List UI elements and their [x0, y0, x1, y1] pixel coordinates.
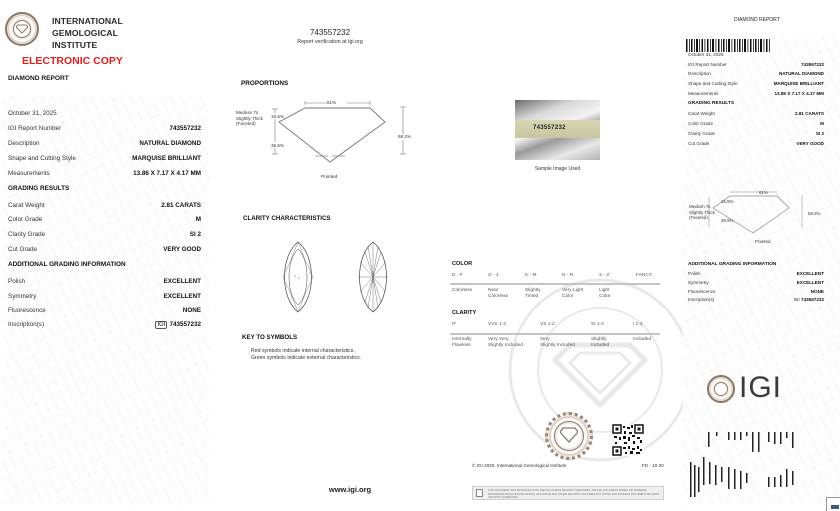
- pavilion-pct: 35.5%: [271, 143, 285, 148]
- right-grading-row: Cut Grade VERY GOOD: [688, 141, 824, 146]
- key-line: Red symbols indicate internal characteristics.: [251, 348, 355, 354]
- color-desc: Very Light Color: [562, 288, 584, 299]
- color-desc: Light Color: [599, 288, 611, 299]
- clarity-characteristics-heading: CLARITY CHARACTERISTICS: [243, 215, 331, 222]
- corner-tab[interactable]: [831, 505, 839, 509]
- clarity-plot-diagram: [270, 240, 410, 315]
- right-grading-row: Carat Weight 2.81 CARATS: [688, 111, 824, 116]
- right-culet-label: Pointed: [755, 239, 771, 244]
- org-name-line: INTERNATIONAL: [52, 16, 123, 26]
- additional-row: Symmetry EXCELLENT: [8, 293, 201, 300]
- igi-inscription-icon: IGI: [157, 322, 166, 328]
- right-grading-heading: GRADING RESULTS: [688, 101, 735, 106]
- right-panel: [683, 35, 840, 505]
- right-girdle-label: Medium To Slightly Thick (Faceted): [689, 204, 715, 220]
- color-desc: Slightly Tinted: [525, 288, 541, 299]
- right-additional-heading: ADDITIONAL GRADING INFORMATION: [688, 262, 777, 267]
- depth-pct: 58.2%: [398, 134, 412, 139]
- right-additional-row: Inscription(s) IGI 743557232: [688, 297, 824, 302]
- clarity-grade: VS 1-2: [540, 322, 555, 327]
- left-panel: [0, 0, 212, 511]
- watermark-seal: [505, 275, 695, 465]
- security-note: THIS DOCUMENT WAS PRODUCED WITH THE FOLLOWING SECURITY MEASURES: SPECIAL DOCUMENT PAPER, INK SCREENS, WATERMARK BACKGROUND DESIGN, HOLOGRAM AND OTHER SECURITY FEATURES NOT LISTED AND EXCEEDS DOCUMENT SECURITY INDUSTRY GUIDELINES.: [472, 486, 664, 500]
- right-detail-row: IGI Report Number 743557232: [688, 62, 824, 67]
- report-date: October 31, 2025: [8, 110, 57, 117]
- key-to-symbols-text: [251, 348, 361, 361]
- detail-row: Shape and Cutting Style MARQUISE BRILLIANT: [8, 155, 201, 162]
- clarity-desc: Very Slightly Included: [540, 337, 575, 348]
- form-code: FD - 10 20: [642, 463, 664, 468]
- clarity-desc: Internally Flawless: [452, 337, 472, 348]
- culet-label: Pointed: [321, 175, 338, 180]
- additional-grading-heading: ADDITIONAL GRADING INFORMATION: [8, 261, 126, 268]
- right-report-title: DIAMOND REPORT: [734, 17, 780, 23]
- clarity-desc: Slightly Included: [591, 337, 610, 348]
- igi-gold-seal: [545, 412, 593, 460]
- right-grading-row: Clarity Grade SI 2: [688, 131, 824, 136]
- igi-logo-seal: [707, 375, 735, 403]
- color-scale-divider: [450, 283, 660, 285]
- right-grading-row: Color Grade M: [688, 121, 824, 126]
- additional-row: Fluorescence NONE: [8, 307, 201, 314]
- right-detail-row: Description NATURAL DIAMOND: [688, 71, 824, 76]
- igi-brand-text: IGI: [739, 371, 783, 404]
- right-depth-pct: 58.2%: [808, 211, 821, 216]
- report-details: [3, 95, 209, 505]
- table-pct: 61%: [327, 100, 337, 105]
- grading-row: Carat Weight 2.81 CARATS: [8, 202, 201, 209]
- grading-results-heading: GRADING RESULTS: [8, 185, 70, 192]
- igi-seal-logo: [5, 12, 39, 46]
- right-additional-row: Symmetry EXCELLENT: [688, 280, 824, 285]
- clarity-scale-divider: [450, 333, 660, 335]
- clarity-desc: Very Very Slightly Included: [488, 337, 523, 348]
- report-number-top: 743557232: [309, 28, 351, 37]
- grading-row: Cut Grade VERY GOOD: [8, 246, 201, 253]
- girdle-label: Medium To Slightly Thick (Faceted): [236, 110, 263, 126]
- sample-image-caption: Sample Image Used: [534, 166, 581, 172]
- color-grade: G - J: [488, 273, 499, 278]
- electronic-copy-label: ELECTRONIC COPY: [22, 55, 123, 67]
- document-icon: [476, 489, 483, 497]
- right-additional-row: Fluorescence NONE: [688, 289, 824, 294]
- grading-row: Color Grade M: [8, 216, 201, 223]
- detail-row: IGI Report Number 743557232: [8, 125, 201, 132]
- proportions-diagram: [270, 100, 420, 180]
- clarity-desc: Included: [633, 337, 652, 342]
- additional-row: Inscription(s) IGI 743557232: [8, 321, 201, 328]
- right-date: October 31, 2025: [688, 52, 724, 57]
- right-additional-row: Polish EXCELLENT: [688, 271, 824, 276]
- color-desc: Near Colorless: [488, 288, 508, 299]
- right-pavilion-pct: 35.5%: [721, 218, 734, 223]
- barcode: [686, 39, 772, 52]
- diamond-icon: [560, 427, 578, 443]
- key-line: Green symbols indicate external characteristics.: [251, 354, 362, 361]
- proportions-heading: PROPORTIONS: [241, 80, 289, 87]
- grading-row: Clarity Grade SI 2: [8, 231, 201, 238]
- org-name-line: GEMOLOGICAL: [52, 28, 119, 38]
- qr-code[interactable]: [612, 424, 644, 456]
- igi-website-link[interactable]: www.igi.org: [328, 485, 372, 494]
- color-grade: D - F: [452, 273, 463, 278]
- detail-row: Description NATURAL DIAMOND: [8, 140, 201, 147]
- sample-inscription-image: [515, 100, 600, 160]
- org-name-line: INSTITUTE: [52, 40, 98, 50]
- clarity-grade: I 1-3: [633, 322, 643, 327]
- crown-pct: 15.5%: [271, 114, 285, 119]
- diamond-icon: [16, 24, 28, 34]
- color-grade: N - R: [562, 273, 574, 278]
- clarity-grade: VVS 1-2: [488, 322, 506, 327]
- color-scale-heading: COLOR: [452, 261, 473, 267]
- key-to-symbols-heading: KEY TO SYMBOLS: [242, 334, 298, 341]
- clarity-grade: SI 1-2: [591, 322, 604, 327]
- clarity-scale-heading: CLARITY: [452, 310, 477, 316]
- clarity-grade: IF: [452, 322, 457, 327]
- verification-link[interactable]: Report verification at igi.org: [297, 39, 363, 45]
- girdle-band: 743557232: [515, 120, 600, 138]
- color-desc: Colorless: [452, 288, 472, 293]
- color-grade: K - M: [525, 273, 537, 278]
- right-detail-row: Measurements 13.86 X 7.17 X 4.17 MM: [688, 91, 824, 96]
- report-title: DIAMOND REPORT: [8, 75, 69, 82]
- right-detail-row: Shape and Cutting Style MARQUISE BRILLIANT: [688, 81, 824, 86]
- color-grade: S - Z: [599, 273, 610, 278]
- copyright-text: © IGI 2020, International Gemological Institute: [472, 463, 567, 468]
- right-table-pct: 61%: [759, 190, 768, 195]
- org-name: [52, 15, 123, 51]
- detail-row: Measurements 13.86 X 7.17 X 4.17 MM: [8, 170, 201, 177]
- rotated-summary-stub: [688, 427, 823, 502]
- right-crown-pct: 15.5%: [721, 199, 734, 204]
- color-grade: FANCY: [636, 273, 652, 278]
- additional-row: Polish EXCELLENT: [8, 278, 201, 285]
